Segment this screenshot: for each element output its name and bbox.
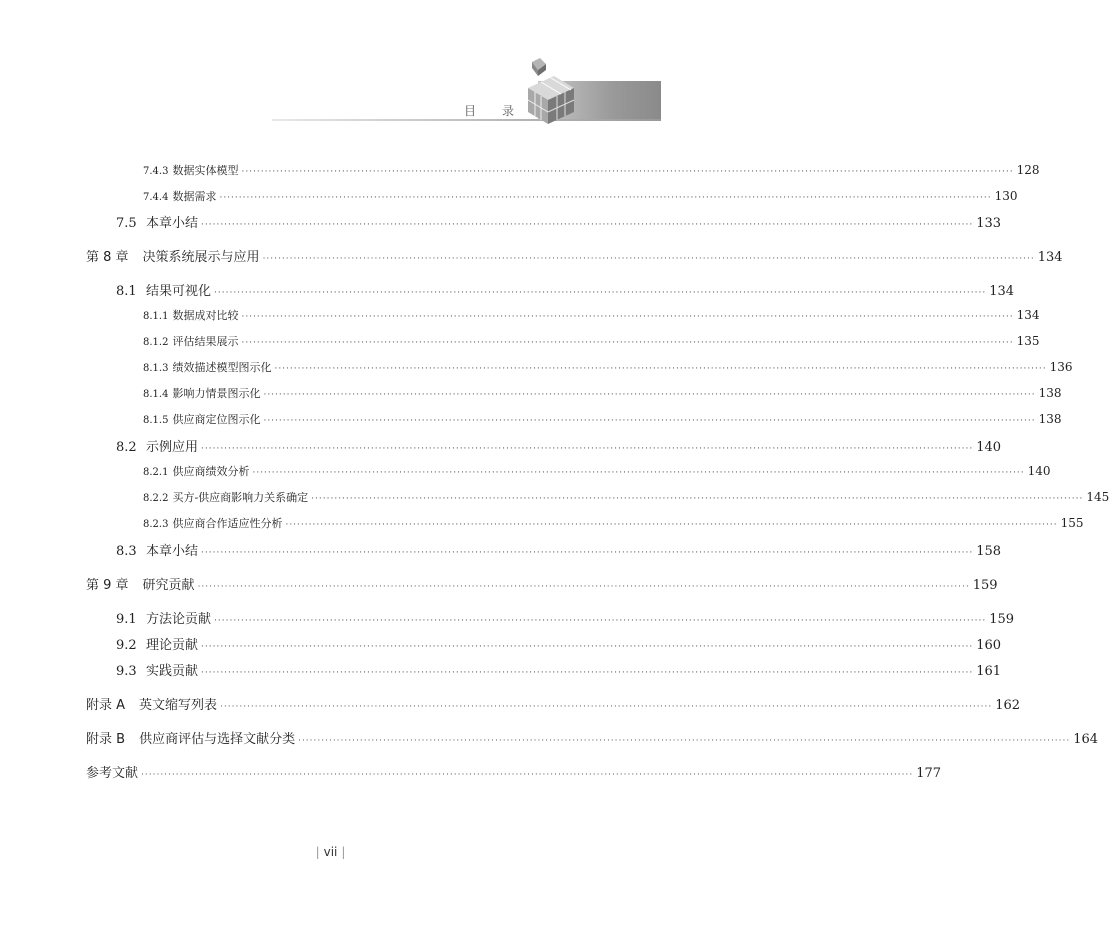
- entry-page: 138: [1038, 386, 1062, 400]
- entry-number: 8.1.5: [143, 415, 169, 426]
- dot-leader: ········································································································································································································: [311, 494, 1084, 504]
- toc-entry[interactable]: [116, 212, 1002, 231]
- entry-page: 159: [972, 578, 998, 593]
- dot-leader: ········································································································································································································: [241, 312, 1014, 322]
- entry-number: 8.2.2: [143, 493, 169, 504]
- entry-page: 138: [1038, 412, 1062, 426]
- entry-number: 8.2: [116, 440, 137, 455]
- toc-entry[interactable]: [116, 634, 1002, 653]
- entry-title: 决策系统展示与应用: [142, 250, 260, 265]
- entry-page: 128: [1016, 163, 1040, 177]
- toc-entry[interactable]: [86, 694, 1021, 713]
- entry-number: 7.4.4: [143, 192, 169, 203]
- entry-number: 9.1: [116, 612, 137, 627]
- toc-entry[interactable]: [116, 280, 1015, 299]
- page-footer: [0, 845, 661, 859]
- entry-page: 134: [989, 284, 1015, 299]
- entry-number: 9.2: [116, 638, 137, 653]
- toc-entry[interactable]: [143, 333, 1040, 351]
- dot-leader: ········································································································································································································: [274, 364, 1047, 374]
- entry-number: 7.4.3: [143, 166, 169, 177]
- entry-number: 7.5: [116, 216, 137, 231]
- entry-page: 136: [1049, 360, 1073, 374]
- entry-page: 177: [916, 766, 942, 781]
- entry-title: 数据实体模型: [172, 164, 239, 177]
- dot-leader: ········································································································································································································: [219, 193, 992, 203]
- toc-entry[interactable]: [143, 188, 1018, 206]
- header-title: 目录: [464, 104, 541, 118]
- entry-title: 影响力情景图示化: [172, 387, 261, 400]
- entry-title: 供应商评估与选择文献分类: [139, 732, 296, 747]
- entry-title: 示例应用: [146, 440, 199, 455]
- dot-leader: ········································································································································································································: [241, 167, 1014, 177]
- toc-entry[interactable]: [86, 246, 1063, 265]
- entry-page: 158: [976, 544, 1002, 559]
- dot-leader: ········································································································································································································: [201, 642, 974, 652]
- toc-entry[interactable]: [116, 660, 1002, 679]
- entry-title: 数据成对比较: [172, 309, 239, 322]
- entry-title: 实践贡献: [146, 664, 199, 679]
- entry-title: 理论贡献: [146, 638, 199, 653]
- entry-title: 买方-供应商影响力关系确定: [172, 491, 309, 504]
- dot-leader: ········································································································································································································: [214, 616, 987, 626]
- entry-title: 本章小结: [146, 216, 199, 231]
- entry-number: 8.1.2: [143, 337, 169, 348]
- entry-page: 140: [976, 440, 1002, 455]
- toc-entry[interactable]: [143, 515, 1084, 533]
- dot-leader: ········································································································································································································: [263, 390, 1036, 400]
- entry-title: 供应商定位图示化: [172, 413, 261, 426]
- entry-page: 130: [994, 189, 1018, 203]
- entry-page: 135: [1016, 334, 1040, 348]
- footer-divider: |: [315, 845, 320, 859]
- page-number: vii: [323, 845, 338, 859]
- entry-title: 数据需求: [172, 190, 217, 203]
- entry-page: 145: [1086, 490, 1109, 504]
- entry-page: 134: [1016, 308, 1040, 322]
- dot-leader: ········································································································································································································: [201, 548, 974, 558]
- entry-number: 8.2.3: [143, 519, 169, 530]
- entry-title: 供应商合作适应性分析: [172, 517, 283, 530]
- entry-title: 英文缩写列表: [139, 698, 218, 713]
- entry-page: 160: [976, 638, 1002, 653]
- toc-entry[interactable]: [143, 359, 1073, 377]
- entry-number: 8.1.4: [143, 389, 169, 400]
- dot-leader: ········································································································································································································: [298, 736, 1071, 746]
- entry-title: 本章小结: [146, 544, 199, 559]
- toc-entry[interactable]: [143, 307, 1040, 325]
- entry-page: 161: [976, 664, 1002, 679]
- entry-number: 8.1: [116, 284, 137, 299]
- entry-number: 第 8 章: [86, 250, 129, 265]
- dot-leader: ········································································································································································································: [141, 770, 914, 780]
- toc-entry[interactable]: [86, 728, 1099, 747]
- dot-leader: ········································································································································································································: [197, 582, 970, 592]
- entry-title: 供应商绩效分析: [172, 465, 250, 478]
- dot-leader: ········································································································································································································: [285, 520, 1058, 530]
- footer-divider: |: [341, 845, 346, 859]
- toc-entry[interactable]: [143, 411, 1062, 429]
- entry-title: 参考文献: [86, 766, 139, 781]
- entry-title: 评估结果展示: [172, 335, 239, 348]
- entry-number: 8.3: [116, 544, 137, 559]
- dot-leader: ········································································································································································································: [201, 668, 974, 678]
- entry-title: 方法论贡献: [146, 612, 212, 627]
- toc-entry[interactable]: [116, 540, 1002, 559]
- dot-leader: ········································································································································································································: [201, 444, 974, 454]
- entry-page: 162: [995, 698, 1021, 713]
- toc-entry[interactable]: [116, 436, 1002, 455]
- dot-leader: ········································································································································································································: [263, 416, 1036, 426]
- entry-page: 155: [1060, 516, 1084, 530]
- entry-page: 133: [976, 216, 1002, 231]
- entry-number: 附录 A: [86, 698, 126, 713]
- entry-page: 159: [989, 612, 1015, 627]
- entry-page: 140: [1027, 464, 1051, 478]
- entry-number: 8.2.1: [143, 467, 169, 478]
- entry-page: 164: [1073, 732, 1099, 747]
- dot-leader: ········································································································································································································: [214, 288, 987, 298]
- dot-leader: ········································································································································································································: [201, 220, 974, 230]
- toc-entry[interactable]: [116, 608, 1015, 627]
- entry-number: 8.1.1: [143, 311, 169, 322]
- entry-title: 研究贡献: [142, 578, 195, 593]
- entry-title: 结果可视化: [146, 284, 212, 299]
- toc-entry[interactable]: [86, 574, 998, 593]
- dot-leader: ········································································································································································································: [220, 702, 993, 712]
- entry-page: 134: [1037, 250, 1063, 265]
- toc-entry[interactable]: [143, 489, 1109, 507]
- dot-leader: ········································································································································································································: [252, 468, 1025, 478]
- entry-number: 第 9 章: [86, 578, 129, 593]
- entry-number: 9.3: [116, 664, 137, 679]
- entry-number: 附录 B: [86, 732, 126, 747]
- toc-entry[interactable]: [143, 162, 1040, 180]
- dot-leader: ········································································································································································································: [262, 254, 1035, 264]
- toc-entry[interactable]: [143, 463, 1051, 481]
- dot-leader: ········································································································································································································: [241, 338, 1014, 348]
- toc-entry[interactable]: [143, 385, 1062, 403]
- toc-entry[interactable]: [86, 762, 942, 781]
- entry-number: 8.1.3: [143, 363, 169, 374]
- entry-title: 绩效描述模型图示化: [172, 361, 272, 374]
